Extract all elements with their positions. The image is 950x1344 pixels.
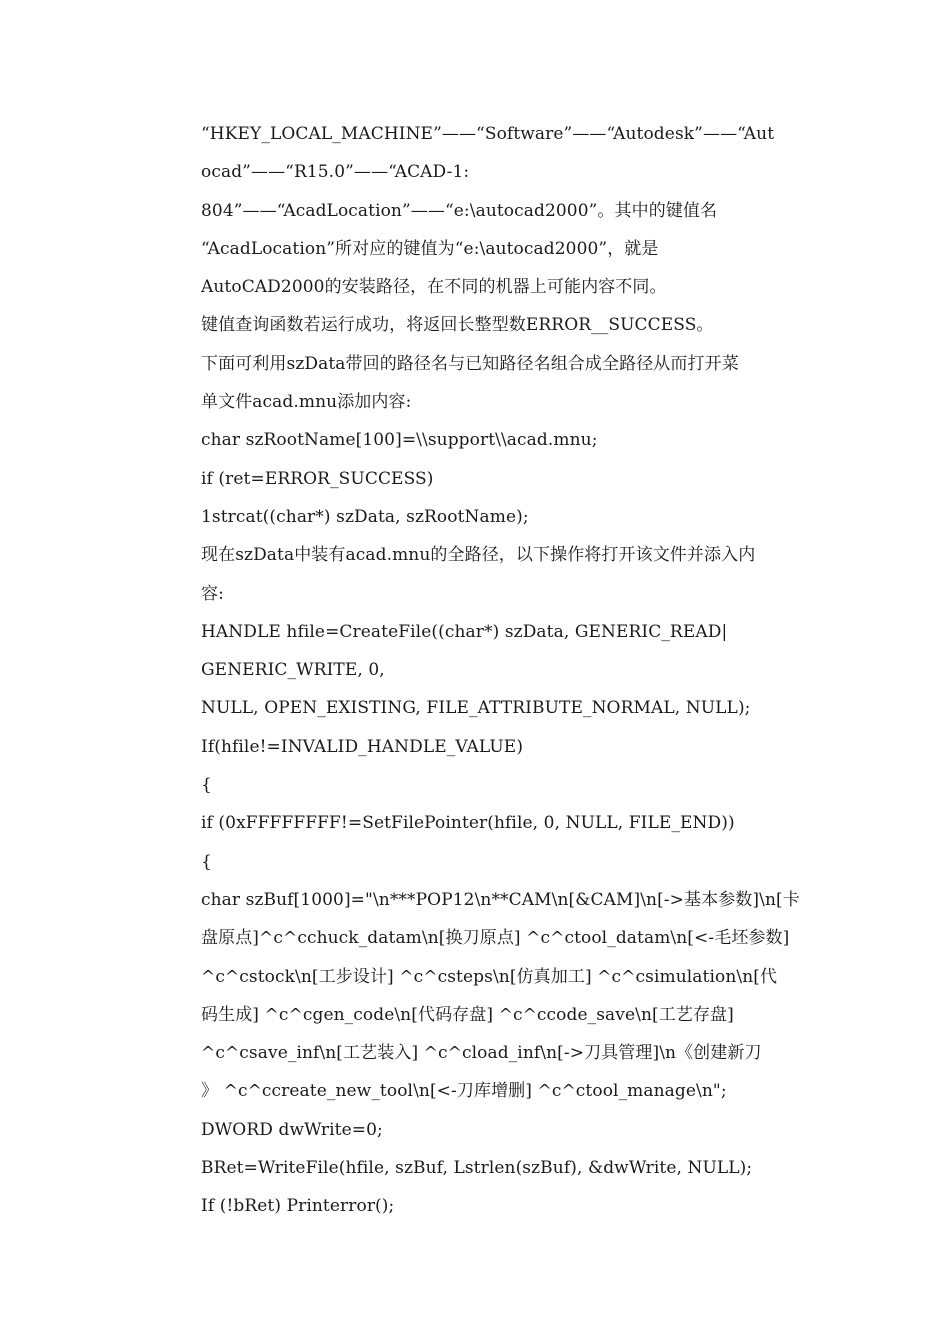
text-line: ocad”——“R15.0”——“ACAD-1:: [201, 162, 470, 183]
code-line: if (ret=ERROR_SUCCESS): [201, 468, 434, 489]
code-line: {: [201, 775, 212, 796]
code-line: 1strcat((char*) szData, szRootName);: [201, 506, 529, 527]
code-line: {: [201, 851, 212, 872]
code-line: DWORD dwWrite=0;: [201, 1119, 383, 1140]
code-line: 码生成] ^c^cgen_code\n[代码存盘] ^c^ccode_save\n[工艺存盘]: [201, 1004, 734, 1025]
code-line: char szBuf[1000]="\n***POP12\n**CAM\n[&CAM]\n[->基本参数]\n[卡: [201, 889, 800, 910]
text-line: 804”——“AcadLocation”——“e:\autocad2000”。其中的键值名: [201, 200, 718, 221]
text-line: 容:: [201, 583, 224, 604]
code-line: if (0xFFFFFFFF!=SetFilePointer(hfile, 0, NULL, FILE_END)): [201, 813, 735, 834]
text-line: 下面可利用szData带回的路径名与已知路径名组合成全路径从而打开菜: [201, 353, 739, 374]
code-line: ^c^cstock\n[工步设计] ^c^csteps\n[仿真加工] ^c^csimulation\n[代: [201, 966, 778, 987]
text-line: “HKEY_LOCAL_MACHINE”——“Software”——“Autodesk”——“Aut: [201, 124, 775, 144]
code-line: BRet=WriteFile(hfile, szBuf, Lstrlen(szBuf), &dwWrite, NULL);: [201, 1158, 753, 1179]
text-line: 现在szData中装有acad.mnu的全路径，以下操作将打开该文件并添入内: [201, 545, 756, 566]
document-body: [201, 115, 811, 1226]
code-line: 盘原点]^c^cchuck_datam\n[换刀原点] ^c^ctool_datam\n[<-毛坯参数]: [201, 928, 790, 949]
text-line: AutoCAD2000的安装路径，在不同的机器上可能内容不同。: [201, 277, 667, 298]
code-line: If(hfile!=INVALID_HANDLE_VALUE): [201, 736, 524, 757]
code-line: NULL, OPEN_EXISTING, FILE_ATTRIBUTE_NORMAL, NULL);: [201, 698, 751, 719]
code-line: 》 ^c^ccreate_new_tool\n[<-刀库增删] ^c^ctool_manage\n";: [201, 1081, 727, 1102]
text-line: 单文件acad.mnu添加内容:: [201, 392, 412, 413]
code-line: HANDLE hfile=CreateFile((char*) szData, GENERIC_READ|: [201, 621, 728, 642]
text-line: 键值查询函数若运行成功，将返回长整型数ERROR__SUCCESS。: [201, 315, 714, 336]
code-line: If (!bRet) Printerror();: [201, 1196, 395, 1217]
code-line: char szRootName[100]=\\support\\acad.mnu;: [201, 430, 598, 451]
code-line: GENERIC_WRITE, 0,: [201, 660, 385, 681]
text-line: “AcadLocation”所对应的键值为“e:\autocad2000”，就是: [201, 238, 659, 259]
code-line: ^c^csave_inf\n[工艺装入] ^c^cload_inf\n[->刀具管理]\n《创建新刀: [201, 1043, 762, 1064]
